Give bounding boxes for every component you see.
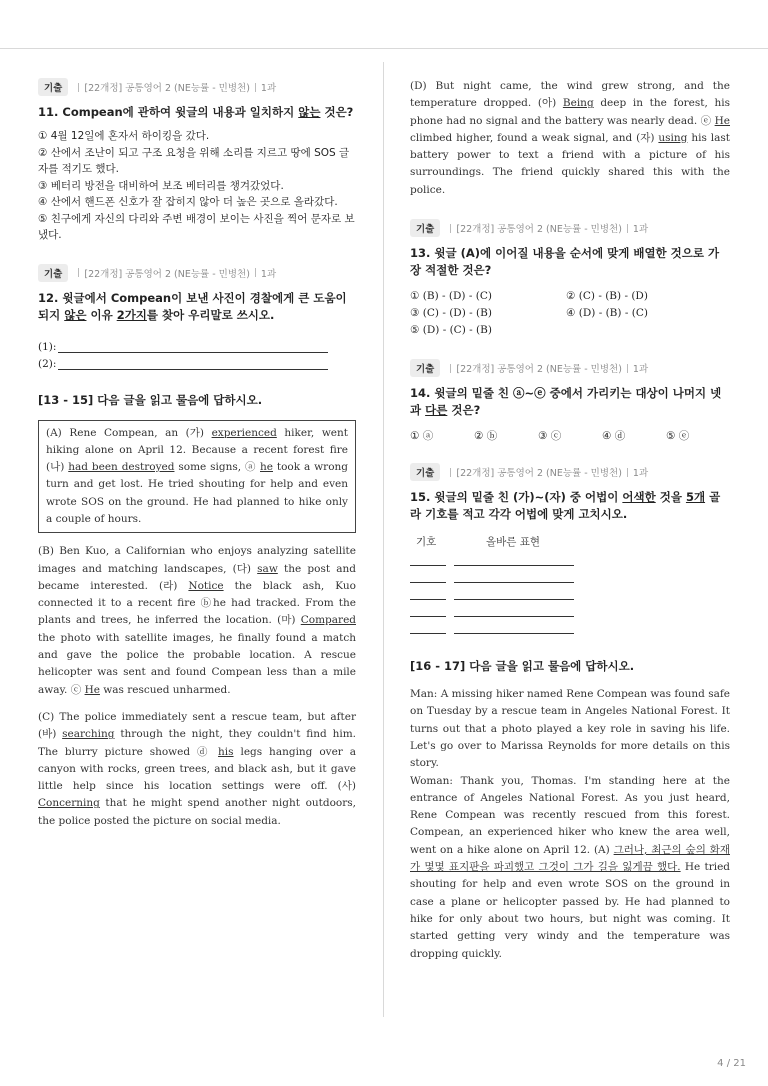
column-divider: [383, 62, 384, 1017]
tag-separator: [627, 224, 628, 233]
source-tag-q14: [410, 359, 730, 377]
answer-blank-2[interactable]: (2):: [38, 353, 356, 370]
option: ⑤ ⓔ: [666, 430, 690, 443]
lesson-text: 1과: [260, 83, 277, 94]
answer-table: [410, 549, 730, 634]
left-column: [38, 78, 356, 830]
tag-separator: [78, 83, 79, 92]
answer-row[interactable]: [410, 583, 730, 600]
passage-b: (B) Ben Kuo, a Californian who enjoys analyzing satellite images and matching landscapes, (다) saw the post and became interested. (라) Notice the black ash, Kuo connected it to a recent fire ⓑhe had tracked. From the plants and trees, he inferred the location. (마) Compared the photo with satellite images, he finally found a match and gave the police the probable location. A rescue helicopter was sent and found Compean less than a mile away. ⓒ He was rescued unharmed.: [38, 545, 357, 696]
answer-row[interactable]: [410, 549, 730, 566]
lesson-text: 1과: [632, 224, 649, 236]
lesson-text: 1과: [632, 364, 649, 376]
option: ④ (D) - (B) - (C): [566, 307, 648, 320]
question-14-options: [410, 428, 730, 443]
question-13-title: 13. 윗글 (A)에 이어질 내용을 순서에 맞게 배열한 것으로 가장 적절한 것은?: [410, 246, 720, 278]
passage-c: (C) The police immediately sent a rescue team, but after (바) searching through the night, they couldn't find him. The blurry picture showed ⓓ his legs hanging over a canyon with rocks, green trees, and black ash, but it gave little help since his location settings were off. (사) Concerning that he might spend another night outdoors, the police posted the picture on social media.: [38, 710, 356, 827]
past-exam-badge: 기출: [38, 264, 68, 282]
tag-separator: [450, 468, 451, 477]
tag-separator: [450, 364, 451, 373]
section-16-17-title: [16 - 17] 다음 글을 읽고 물음에 답하시오.: [410, 659, 635, 674]
question-11-title: 11. Compean에 관하여 윗글의 내용과 일치하지 않는 것은?: [38, 105, 354, 119]
dialog-man: Man: A missing hiker named Rene Compean was found safe on Tuesday by a rescue team in Angeles National Forest. It turns out that a photo played a key role in saving his life. Let's go over to Marissa Reynolds for more details on this story.: [410, 688, 730, 770]
option: ④ 산에서 핸드폰 신호가 잘 잡히지 않아 더 높은 곳으로 올라갔다.: [38, 196, 338, 208]
answer-table-header: [410, 534, 730, 549]
option: ① 4월 12일에 혼자서 하이킹을 갔다.: [38, 130, 210, 142]
source-text: [22개정] 공통영어 2 (NE능률 - 민병천): [456, 468, 622, 480]
option: ⑤ (D) - (C) - (B): [410, 324, 492, 337]
source-tag-q12: [38, 264, 356, 282]
option: ① ⓐ: [410, 430, 434, 443]
past-exam-badge: 기출: [38, 78, 68, 96]
section-13-15-title: [13 - 15] 다음 글을 읽고 물음에 답하시오.: [38, 392, 263, 407]
option: ① (B) - (D) - (C): [410, 290, 492, 303]
question-11-options: [38, 128, 356, 244]
source-text: [22개정] 공통영어 2 (NE능률 - 민병천): [84, 268, 250, 280]
dialog-woman: Woman: Thank you, Thomas. I'm standing here at the entrance of Angeles National Forest. As you just heard, Rene Compean was recently rescued from this forest. Compean, an experienced hiker who knew the area well, went on a hike alone on April 12. (A) 그러나, 최근의 숲의 화재가 몇몇 표지판을 파괴했고 그것이 그가 길을 잃게끔 했다. He tried shouting for help and even wrote SOS on the ground in case a plane or helicopter passed by. He had planned to hike for only about two hours, but night was coming. It started getting very windy and the temperature was dropping quickly.: [410, 774, 731, 960]
question-15-title: 15. 윗글의 밑줄 친 (가)~(자) 중 어법이 어색한 것을 5개 골라 기호를 적고 각각 어법에 맞게 고치시오.: [410, 490, 721, 522]
source-text: [22개정] 공통영어 2 (NE능률 - 민병천): [456, 224, 622, 236]
source-tag-q15: [410, 463, 730, 481]
option: ② (C) - (B) - (D): [566, 290, 648, 303]
passage-a: (A) Rene Compean, an (가) experienced hiker, went hiking alone on April 12. Because a recent forest fire (나) had been destroyed some signs, ⓐ he took a wrong turn and get lost. He tried shouting for help and even wrote SOS on the ground. He had planned to hike only a couple of hours.: [38, 420, 356, 534]
symbol-column-label: 기호: [416, 536, 437, 549]
tag-separator: [255, 83, 256, 92]
option: ③ 베터리 방전을 대비하여 보조 베터리를 챙겨갔었다.: [38, 179, 284, 192]
answer-row[interactable]: [410, 566, 730, 583]
question-13-options: [410, 288, 730, 339]
tag-separator: [450, 224, 451, 233]
past-exam-badge: 기출: [410, 219, 440, 237]
answer-blank-1[interactable]: (1):: [38, 336, 356, 353]
tag-separator: [627, 364, 628, 373]
option: ③ (C) - (D) - (B): [410, 307, 492, 320]
option: ④ ⓓ: [602, 430, 626, 443]
page-number: 4 / 21: [717, 1058, 746, 1069]
answer-row[interactable]: [410, 600, 730, 617]
source-text: [22개정] 공통영어 2 (NE능률 - 민병천): [456, 364, 622, 376]
option: ② 산에서 조난이 되고 구조 요청을 위해 소리를 지르고 땅에 SOS 글자를 적기도 했다.: [38, 146, 350, 175]
lesson-text: 1과: [260, 268, 277, 280]
option: ② ⓑ: [474, 430, 498, 443]
source-text: [22개정] 공통영어 2 (NE능률 - 민병천): [84, 83, 250, 94]
source-tag-q13: [410, 219, 730, 237]
right-column: [410, 78, 730, 963]
question-14-title: 14. 윗글의 밑줄 친 ⓐ~ⓔ 중에서 가리키는 대상이 나머지 넷과 다른 것은?: [410, 386, 722, 418]
question-12-title: 12. 윗글에서 Compean이 보낸 사진이 경찰에게 큰 도움이 되지 않은 이유 2가지를 찾아 우리말로 쓰시오.: [38, 290, 347, 322]
option: ③ ⓒ: [538, 430, 562, 443]
option: ⑤ 친구에게 자신의 다리와 주변 배경이 보이는 사진을 찍어 문자로 보냈다.: [38, 212, 355, 241]
past-exam-badge: 기출: [410, 463, 440, 481]
answer-row[interactable]: [410, 617, 730, 634]
lesson-text: 1과: [632, 468, 649, 480]
tag-separator: [627, 468, 628, 477]
past-exam-badge: 기출: [410, 359, 440, 377]
source-tag-q11: [38, 78, 356, 96]
tag-separator: [255, 268, 256, 277]
passage-d: (D) But night came, the wind grew strong, and the temperature dropped. (아) Being deep in the forest, his phone had no signal and the battery was nearly dead. ⓔ He climbed higher, found a weak signal, and (자) using his last battery power to text a friend with a picture of his surroundings. The friend quickly shared this with the police.: [410, 80, 730, 196]
header-rule: [0, 48, 768, 49]
correction-column-label: 올바른 표현: [486, 536, 541, 549]
tag-separator: [78, 268, 79, 277]
